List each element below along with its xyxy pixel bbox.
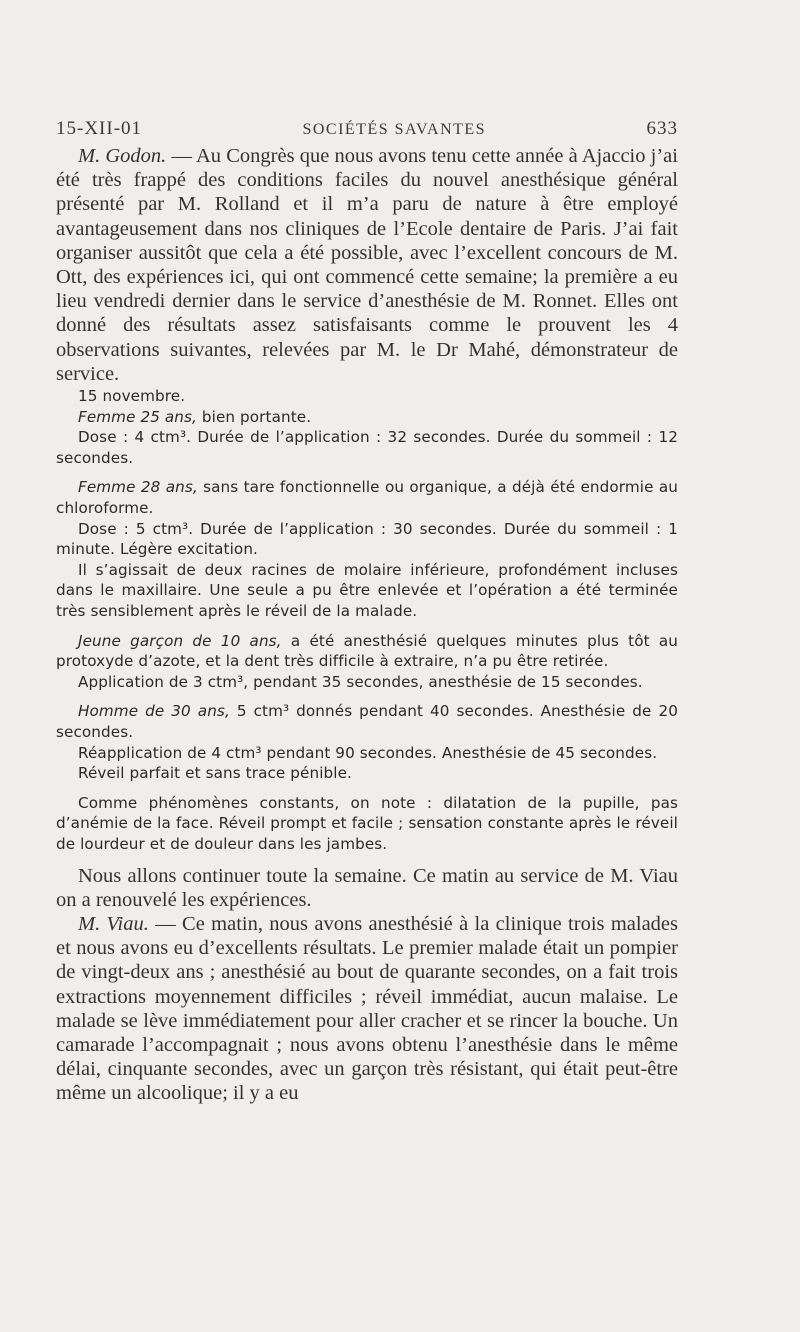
constants-paragraph: Comme phénomènes constants, on note : dilatation de la pupille, pas d’anémie de la face. Réveil prompt et facile ; sensation constante après le réveil de lourdeur et de douleur dans les jambes.: [56, 793, 678, 853]
observations-section: [56, 386, 678, 854]
obs1-subject-line: [56, 407, 678, 428]
closing-section: [56, 864, 678, 1106]
obs2-subject: Femme: [78, 478, 136, 497]
page: [56, 118, 678, 1106]
obs3-application: Application de 3 ctm³, pendant 35 secondes, anesthésie de 15 secondes.: [78, 672, 643, 691]
header-date: 15-XII-01: [56, 118, 143, 139]
obs3-subject: Jeune garçon de: [78, 631, 212, 650]
obs1-subject: Femme 25 ans,: [78, 407, 197, 426]
obs2-note: Il s’agissait de deux racines de molaire inférieure, profondément incluses dans le maxillaire. Une seule a pu être enlevée et l’opération a été terminée très sensiblement après le réveil de la malade.: [56, 560, 678, 620]
obs4-reapplication: Réapplication de 4 ctm³ pendant 90 secondes. Anesthésie de 45 secondes.: [78, 743, 658, 762]
obs2-subject-line: [56, 477, 678, 518]
obs2-rest: sans tare fonctionnelle ou organique, a déjà été endormie au chloroforme.: [56, 478, 678, 517]
paragraph-viau: [56, 912, 678, 1106]
header-title: SOCIÉTÉS SAVANTES: [302, 121, 487, 138]
obs3-subject-line: [56, 631, 678, 672]
obs-date: 15 novembre.: [78, 387, 186, 406]
paragraph-viau-text: — Ce matin, nous avons anesthésié à la clinique trois malades et nous avons eu d’excellents résultats. Le premier malade était un pompier de vingt-deux ans ; anesthésié au bout de quarante secondes, on a fait trois extractions moyennement difficiles ; réveil immédiat, aucun malaise. Le malade se lève immédiatement pour aller cracher et se rincer la bouche. Un camarade l’accompagnait ; nous avons obtenu l’anesthésie dans le même délai, cinquante secondes, avec un garçon très résistant, qui était peut-être même un alcoolique; il y a eu: [56, 912, 679, 1105]
obs2-age: 28 ans,: [135, 478, 198, 497]
page-number: 633: [646, 118, 678, 139]
obs1-rest: bien portante.: [196, 407, 312, 426]
paragraph-continue: Nous allons continuer toute la semaine. Ce matin au service de M. Viau on a renouvelé les expériences.: [56, 864, 678, 911]
running-header: [56, 118, 678, 140]
obs2-dose: Dose : 5 ctm³. Durée de l’application : 30 secondes. Durée du sommeil : 1 minute. Légère excitation.: [56, 519, 678, 559]
paragraph-godon: [56, 144, 678, 386]
obs4-wake: Réveil parfait et sans trace pénible.: [78, 764, 352, 783]
obs3-rest: a été anesthésié quelques minutes plus tôt au protoxyde d’azote, et la dent très difficile à extraire, n’a pu être retirée.: [56, 631, 678, 671]
speaker-viau: M. Viau.: [78, 912, 149, 935]
paragraph-godon-text: — Au Congrès que nous avons tenu cette année à Ajaccio j’ai été très frappé des conditions faciles du nouvel anesthésique général présenté par M. Rolland et il m’a paru de nature à être employé avantageusement dans nos cliniques de l’Ecole dentaire de Paris. J’ai fait organiser aussitôt que cela a été possible, avec l’excellent concours de M. Ott, des expériences ici, qui ont commencé cette semaine; la première a eu lieu vendredi dernier dans le service d’anesthésie de M. Ronnet. Elles ont donné des résultats assez satisfaisants comme le prouvent les 4 observations suivantes, relevées par M. le Dr Mahé, démonstrateur de service.: [56, 145, 678, 385]
obs4-age: 30 ans,: [164, 702, 230, 721]
obs1-dose: Dose : 4 ctm³. Durée de l’application : 32 secondes. Durée du sommeil : 12 secondes.: [56, 428, 678, 467]
obs4-subject-line: [56, 701, 678, 742]
obs3-age: 10 ans,: [211, 631, 282, 650]
intro-section: [56, 144, 678, 386]
speaker-godon: M. Godon.: [78, 145, 167, 167]
obs4-rest: 5 ctm³ donnés pendant 40 secondes. Anesthésie de 20 secondes.: [56, 702, 678, 741]
obs4-subject: Homme de: [78, 702, 165, 721]
